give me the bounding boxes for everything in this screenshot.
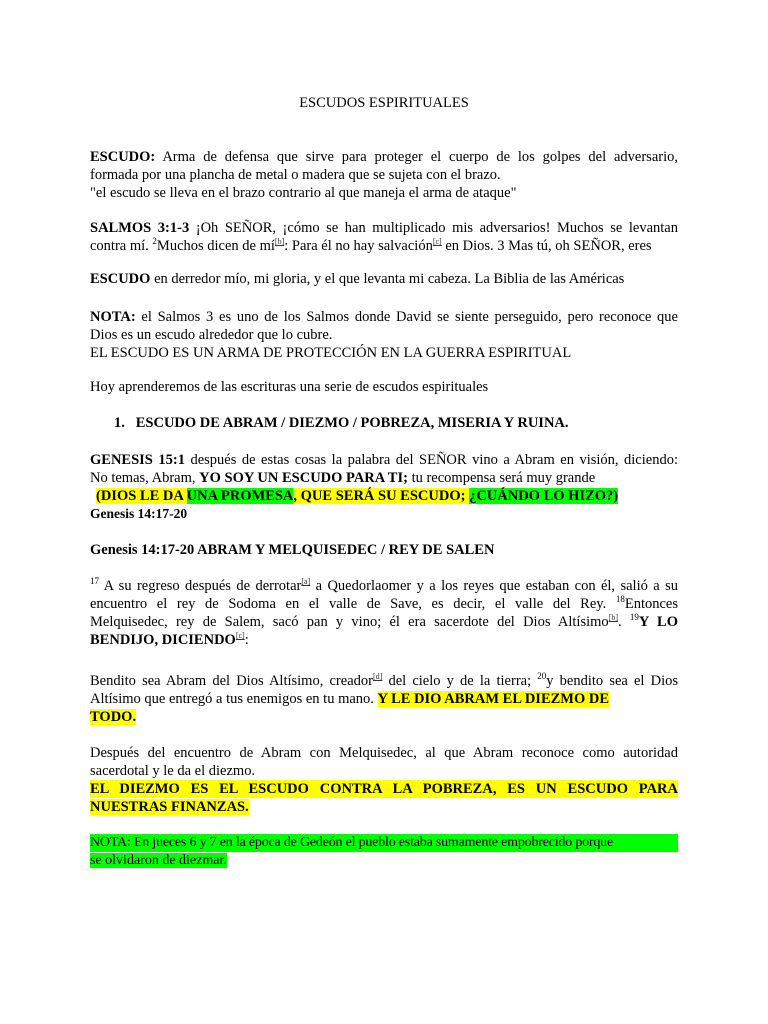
genesis14-line-5: Bendito sea Abram del Dios Altísimo, creador[d] del cielo y de la tierra; $^{20}$y bendito sea el Dios bbox=[90, 671, 679, 689]
nota-line-2: Dios es un escudo alrededor que lo cubre. bbox=[90, 327, 333, 343]
definition-line-1: ESCUDO: Arma de defensa que sirve para proteger el cuerpo de los golpes del adversario, bbox=[90, 149, 678, 165]
list-heading-1: 1. ESCUDO DE ABRAM / DIEZMO / POBREZA, MISERIA Y RUINA. bbox=[114, 415, 569, 431]
genesis15-ref: GENESIS 15:1 bbox=[90, 452, 185, 468]
nota-line-1: NOTA: el Salmos 3 es uno de los Salmos donde David se siente perseguido, pero reconoce que bbox=[90, 309, 678, 325]
intro-line: Hoy aprenderemos de las escrituras una serie de escudos espirituales bbox=[90, 379, 489, 395]
footnote-link-b[interactable]: [b] bbox=[274, 237, 285, 247]
salmos-escudo-line: ESCUDO en derredor mío, mi gloria, y el que levanta mi cabeza. La Biblia de las Américas bbox=[90, 271, 625, 287]
despues-line-2: sacerdotal y le da el diezmo. bbox=[90, 763, 256, 779]
list-number: 1. bbox=[114, 415, 125, 431]
footnote-link-c2[interactable]: [c] bbox=[235, 631, 245, 641]
bendito-paragraph bbox=[90, 672, 678, 726]
despues-paragraph bbox=[90, 744, 678, 816]
nota-2-paragraph bbox=[90, 834, 678, 870]
despues-line-1: Después del encuentro de Abram con Melquisedec, al que Abram reconoce como autoridad bbox=[90, 745, 678, 761]
genesis-15-paragraph bbox=[90, 451, 678, 523]
nota2-line-2: se olvidaron de diezmar. bbox=[90, 853, 227, 868]
definition-line-3: "el escudo se lleva en el brazo contrario al que maneja el arma de ataque" bbox=[90, 185, 517, 201]
nota-paragraph bbox=[90, 308, 678, 362]
salmos-ref: SALMOS 3:1-3 bbox=[90, 220, 190, 236]
footnote-link-d[interactable]: [d] bbox=[372, 672, 383, 682]
nota-term: NOTA: bbox=[90, 309, 136, 325]
genesis14-line-2: encuentro el rey de Sodoma en el valle de Save, es decir, el valle del Rey. $^{18}$Entonces bbox=[90, 594, 679, 612]
section-heading-2: Genesis 14:17-20 ABRAM Y MELQUISEDEC / REY DE SALEN bbox=[90, 542, 495, 558]
genesis15-line-3: (DIOS LE DA UNA PROMESA, QUE SERÁ SU ESCUDO; ¿CUÁNDO LO HIZO?) bbox=[96, 488, 619, 504]
genesis14-line-7: TODO. bbox=[90, 709, 137, 725]
definition-line-2: formada por una plancha de metal o madera que se sujeta con el brazo. bbox=[90, 167, 501, 183]
definition-term: ESCUDO: bbox=[90, 149, 156, 165]
despues-line-4: NUESTRAS FINANZAS. bbox=[90, 799, 249, 815]
genesis15-line-1: GENESIS 15:1 después de estas cosas la palabra del SEÑOR vino a Abram en visión, diciendo: bbox=[90, 452, 678, 468]
salmos-line-2: contra mí. $^2$Muchos dicen de mí[b]: Para él no hay salvación[c] en Dios. 3 Mas tú, oh SEÑOR, eres bbox=[90, 236, 652, 254]
definition-paragraph bbox=[90, 148, 678, 202]
salmos-line-1: SALMOS 3:1-3 ¡Oh SEÑOR, ¡cómo se han multiplicado mis adversarios! Muchos se levantan bbox=[90, 220, 678, 236]
nota-line-3: EL ESCUDO ES UN ARMA DE PROTECCIÓN EN LA GUERRA ESPIRITUAL bbox=[90, 345, 572, 361]
genesis-14-paragraph bbox=[90, 577, 678, 649]
genesis15-line-4: Genesis 14:17-20 bbox=[90, 506, 188, 521]
page-title: ESCUDOS ESPIRITUALES bbox=[299, 95, 469, 111]
genesis14-line-3: Melquisedec, rey de Salem, sacó pan y vino; él era sacerdote del Dios Altísimo[b]. $^{19}$Y LO bbox=[90, 612, 679, 630]
genesis14-line-4: BENDIJO, DICIENDO[c]: bbox=[90, 631, 249, 648]
genesis14-line-1: $^{17}$ A su regreso después de derrotar[a] a Quedorlaomer y a los reyes que estaban con él, salió a su bbox=[90, 576, 678, 594]
nota2-line-1: NOTA: En jueces 6 y 7 en la época de Gedeón el pueblo estaba sumamente empobrecido porque bbox=[90, 834, 678, 852]
despues-line-3: EL DIEZMO ES EL ESCUDO CONTRA LA POBREZA, ES UN ESCUDO PARA bbox=[90, 781, 678, 797]
footnote-link-b2[interactable]: [b] bbox=[608, 613, 618, 623]
genesis14-line-6: Altísimo que entregó a tus enemigos en tu mano. Y LE DIO ABRAM EL DIEZMO DE bbox=[90, 691, 610, 707]
footnote-link-a[interactable]: [a] bbox=[301, 577, 311, 587]
genesis15-line-2: No temas, Abram, YO SOY UN ESCUDO PARA TI; tu recompensa será muy grande bbox=[90, 470, 596, 486]
footnote-link-c[interactable]: [c] bbox=[432, 237, 442, 247]
salmos-paragraph bbox=[90, 219, 678, 255]
